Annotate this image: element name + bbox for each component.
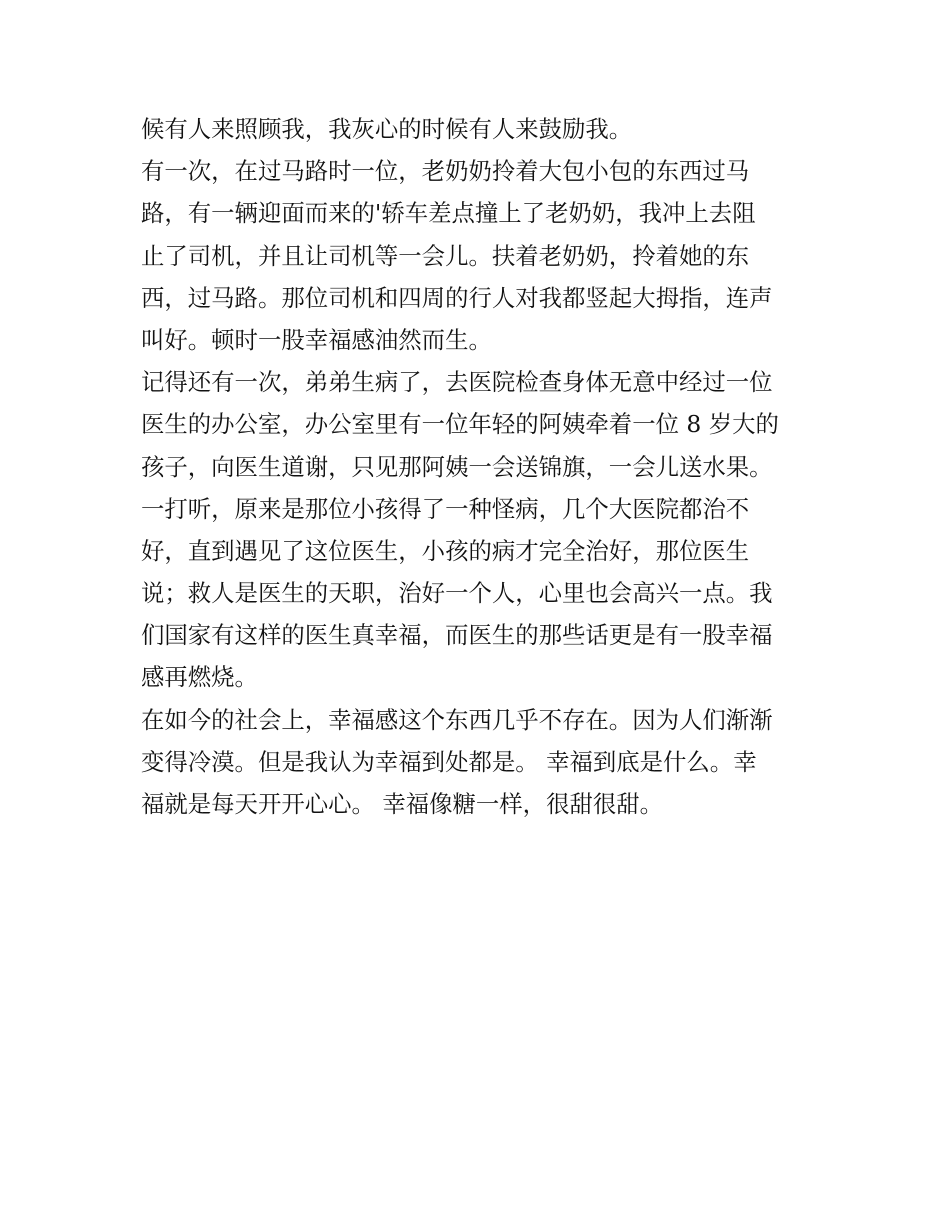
text-line: 叫好。顿时一股幸福感油然而生。 <box>141 325 492 354</box>
text-line: 路，有一辆迎面而来的'轿车差点撞上了老奶奶，我冲上去阻 <box>141 199 756 228</box>
body-text <box>141 108 816 825</box>
text-line: 医生的办公室，办公室里有一位年轻的阿姨牵着一位 8 岁大的 <box>141 410 779 439</box>
text-line: 福就是每天开开心心。 幸福像糖一样，很甜很甜。 <box>141 790 664 818</box>
text-line: 孩子，向医生道谢，只见那阿姨一会送锦旗，一会儿送水果。 <box>141 452 773 481</box>
text-line: 止了司机，并且让司机等一会儿。扶着老奶奶，拎着她的东 <box>141 241 750 270</box>
text-line: 西，过马路。那位司机和四周的行人对我都竖起大拇指，连声 <box>141 283 773 312</box>
text-line: 在如今的社会上，幸福感这个东西几乎不存在。因为人们渐渐 <box>141 705 773 734</box>
text-line: 好，直到遇见了这位医生，小孩的病才完全治好，那位医生 <box>141 536 750 565</box>
text-line: 候有人来照顾我，我灰心的时候有人来鼓励我。 <box>141 115 633 143</box>
text-line: 感再燃烧。 <box>141 663 258 692</box>
text-line: 变得冷漠。但是我认为幸福到处都是。 幸福到底是什么。幸 <box>141 747 757 776</box>
text-line: 一打听，原来是那位小孩得了一种怪病，几个大医院都治不 <box>141 494 750 523</box>
text-line: 们国家有这样的医生真幸福，而医生的那些话更是有一股幸福 <box>141 621 773 650</box>
text-line: 有一次，在过马路时一位，老奶奶拎着大包小包的东西过马 <box>141 157 750 186</box>
text-line: 记得还有一次，弟弟生病了，去医院检查身体无意中经过一位 <box>141 368 773 397</box>
text-line: 说；救人是医生的天职，治好一个人，心里也会高兴一点。我 <box>141 579 773 608</box>
